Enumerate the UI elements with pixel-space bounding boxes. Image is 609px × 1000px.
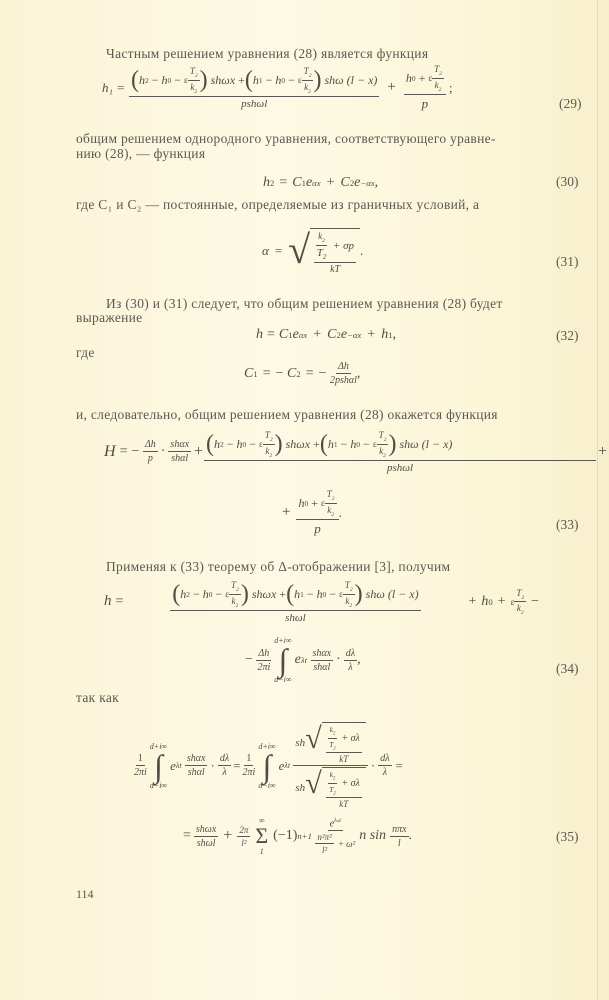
equation-integral-identity: $\frac{1}{2\pi i}$ d+i∞ ∫ d−i∞ e λt $\frac{\text{shαx}}{\text{shαl}}$ · $\frac{d\lambda}{\lambda}$ = $\frac{1}{2\pi i}$ d+i∞ ∫ d−i∞ e λt sh √ $\frac{k_2}{T_2}$ + σλ kT sh √ $\frac{k_2}{T_2}$ + σλ kT · $\frac{d\lambda}{\lambda}$ = [134, 722, 403, 809]
eq29-second-fraction: h 0 + ε $\frac{T_2}{k_2}$ p [404, 64, 446, 112]
eq29-main-fraction: ( h 2 − h 0 − ε $\frac{T_2}{k_2}$ ) shωx + ( h 1 − h 0 − ε $\frac{T_2}{k_2}$ ) shω (l − x) pshωl [131, 66, 378, 110]
integral-sign-icon: d+i∞ ∫ d−i∞ [149, 741, 168, 790]
summation-sign-icon: ∞ Σ 1 [255, 816, 269, 856]
equation-number-34: (34) [556, 661, 579, 676]
equation-number-35: (35) [556, 829, 579, 844]
equation-number-29: (29) [559, 96, 582, 111]
equation-35: = $\frac{\text{shωx}}{\text{shωl}}$ + $\frac{2\pi}{\text{l²}}$ ∞ Σ 1 (−1) n+1 $e^{\lambda_nt}$ $\frac{\text{n²π²}}{\text{l²}}$ + ω² n sin $\frac{\text{nπx}}{l}$ . [183, 816, 413, 856]
equation-constants: C 1 = − C 2 = − $\frac{\Delta h}{\text{2pshαl}}$ , [244, 361, 361, 386]
paragraph-general-solution-line2: нию (28), — функция [76, 146, 206, 161]
equation-number-30: (30) [556, 174, 579, 189]
equation-34-line2: − $\frac{\Delta h}{2\pi i}$ d+i∞ ∫ d−i∞ e λt $\frac{\text{shαx}}{\text{shαl}}$ · $\frac{d\lambda}{\lambda}$ , [245, 636, 361, 684]
paragraph-from-30-31-line1: Из (30) и (31) следует, что общим решением уравнения (28) будет [106, 296, 503, 311]
equation-number-31: (31) [556, 254, 579, 269]
radical-sign-icon: √ [288, 227, 311, 272]
integral-sign-icon: d+i∞ ∫ d−i∞ [258, 741, 276, 790]
paragraph-intro: Частным решением уравнения (28) является функция [106, 46, 429, 61]
integral-sign-icon: d+i∞ ∫ d−i∞ [274, 636, 292, 684]
equation-34-line1: h = ( h 2 − h 0 − ε $\frac{T_2}{k_2}$ ) shωx + ( h 1 − h 0 − ε $\frac{T_2}{k_2}$ ) shω (l − x) shωl + h 0 + ε $\frac{T_2}{k_2}$ − [104, 580, 540, 624]
radical-sign-icon: √ $\frac{k_2}{T_2}$ + σλ kT [305, 722, 366, 764]
paragraph-applying-theorem: Применяя к (33) теорему об Δ-отображении [3], получим [106, 559, 451, 574]
equation-33-line1: H = − $\frac{\Delta h}{p}$ · $\frac{\text{shαx}}{\text{shαl}}$ + ( h 2 − h 0 − ε $\frac{T_2}{k_2}$ ) shωx + ( h 1 − h 0 − ε $\frac{T_2}{k_2}$ ) shω (l − x) pshωl + [104, 430, 608, 474]
equation-30: h 2 = C 1 e αx + C 2 e −αx , [263, 175, 379, 190]
eq31-sqrt: √ $\frac{k_2}{T_2}$ + σp kT [288, 228, 360, 275]
page-edge-line [597, 0, 598, 1000]
equation-31: α = √ $\frac{k_2}{T_2}$ + σp kT . [262, 227, 364, 275]
equation-number-33: (33) [556, 517, 579, 532]
paragraph-therefore: и, следовательно, общим решением уравнения (28) окажется функция [76, 407, 498, 422]
eq29-lhs: h₁ = [102, 79, 126, 95]
equation-32: h = C 1 e αx + C 2 e −αx + h 1 , [256, 327, 397, 342]
radical-sign-icon: √ $\frac{k_2}{T_2}$ + σλ kT [305, 767, 366, 809]
paragraph-since: так как [76, 690, 119, 705]
paragraph-from-30-31-line2: выражение [76, 310, 143, 325]
equation-number-32: (32) [556, 328, 579, 343]
page-number: 114 [76, 887, 94, 901]
paragraph-where: где [76, 345, 95, 360]
paragraph-general-solution-line1: общим решением однородного уравнения, соответствующего уравне- [76, 131, 496, 146]
paragraph-constants: где C₁ и C₂ — постоянные, определяемые из граничных условий, а [76, 197, 480, 212]
equation-33-line2: + h 0 + ε $\frac{T_2}{k_2}$ p . [282, 489, 342, 536]
equation-29: h₁ = ( h 2 − h 0 − ε $\frac{T_2}{k_2}$ ) shωx + ( h 1 − h 0 − ε $\frac{T_2}{k_2}$ ) shω (l − x) pshωl + h 0 + ε $\frac{T_2}{k_2}$ p ; [102, 64, 453, 111]
